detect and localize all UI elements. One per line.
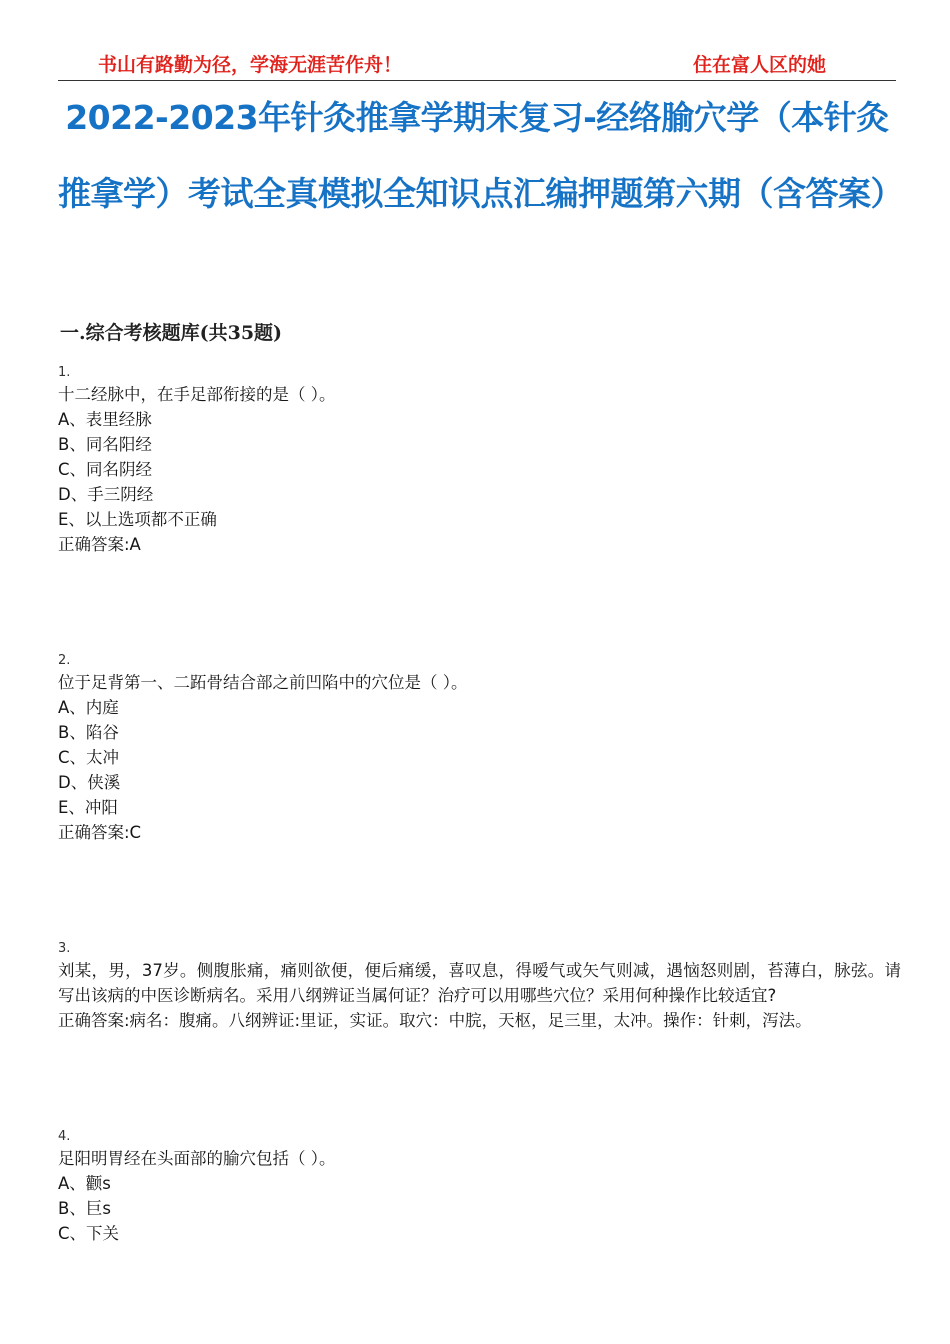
question-answer: 正确答案:C xyxy=(58,823,142,842)
option-a: A、颧s xyxy=(58,1174,111,1193)
question-number: 2. xyxy=(58,653,71,668)
option-c: C、下关 xyxy=(58,1224,120,1243)
question-3 xyxy=(58,940,901,1033)
question-stem: 位于足背第一、二跖骨结合部之前凹陷中的穴位是（ ）。 xyxy=(58,673,468,692)
question-1 xyxy=(58,364,901,557)
question-stem: 十二经脉中，在手足部衔接的是（ ）。 xyxy=(58,385,336,404)
question-number: 3. xyxy=(58,941,71,956)
option-d: D、手三阴经 xyxy=(58,485,154,504)
question-list xyxy=(58,364,901,1341)
option-b: B、陷谷 xyxy=(58,723,119,742)
option-b: B、巨s xyxy=(58,1199,111,1218)
option-b: B、同名阳经 xyxy=(58,435,152,454)
question-number: 4. xyxy=(58,1129,71,1144)
question-4 xyxy=(58,1128,901,1246)
option-c: C、同名阴经 xyxy=(58,460,153,479)
section-heading: 一.综合考核题库(共35题) xyxy=(60,322,283,344)
question-stem: 足阳明胃经在头面部的腧穴包括（ ）。 xyxy=(58,1149,336,1168)
header-motto: 书山有路勤为径，学海无涯苦作舟！ xyxy=(98,54,403,76)
option-d: D、侠溪 xyxy=(58,773,121,792)
header-author: 住在富人区的她 xyxy=(693,54,827,76)
question-stem: 刘某，男，37岁。侧腹胀痛，痛则欲便，便后痛缓，喜叹息，得嗳气或矢气则减，遇恼怒则剧，苔薄白，脉弦。请写出该病的中医诊断病名。采用八纲辨证当属何证？治疗可以用哪些穴位？采用何种操作比较适宜? xyxy=(58,961,901,1005)
option-a: A、表里经脉 xyxy=(58,410,152,429)
question-answer: 正确答案:A xyxy=(58,535,141,554)
document-title: 2022-2023年针灸推拿学期末复习-经络腧穴学（本针灸推拿学）考试全真模拟全知识点汇编押题第六期（含答案） xyxy=(58,98,903,213)
question-2 xyxy=(58,652,901,845)
option-a: A、内庭 xyxy=(58,698,119,717)
option-c: C、太冲 xyxy=(58,748,120,767)
question-answer: 正确答案:病名：腹痛。八纲辨证:里证，实证。取穴：中脘，天枢，足三里，太冲。操作：针刺，泻法。 xyxy=(58,1011,812,1030)
question-number: 1. xyxy=(58,365,71,380)
option-e: E、冲阳 xyxy=(58,798,118,817)
option-e: E、以上选项都不正确 xyxy=(58,510,217,529)
